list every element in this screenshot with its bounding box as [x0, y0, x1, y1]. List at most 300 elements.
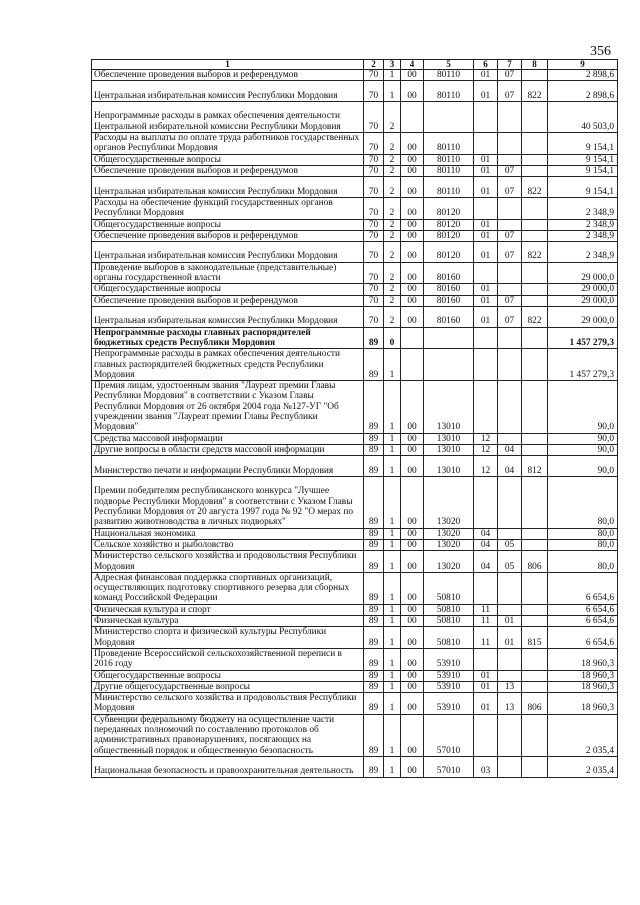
row-code: 2 — [384, 262, 401, 284]
row-code: 00 — [401, 433, 424, 444]
row-amount: 90,0 — [548, 381, 618, 433]
row-code: 00 — [401, 528, 424, 539]
row-name: Другие вопросы в области средств массовой информации — [92, 444, 364, 455]
row-code — [522, 648, 548, 670]
table-row — [92, 433, 618, 444]
row-name: Общегосударственные вопросы — [92, 219, 364, 230]
row-code: 07 — [498, 70, 522, 81]
row-name: Сельское хозяйство и рыболовство — [92, 539, 364, 550]
row-code: 00 — [401, 133, 424, 155]
table-row — [92, 133, 618, 155]
column-header: 8 — [522, 60, 548, 70]
row-code: 12 — [474, 456, 498, 477]
table-row — [92, 154, 618, 165]
row-code: 00 — [401, 444, 424, 455]
row-code: 00 — [401, 154, 424, 165]
row-code — [474, 101, 498, 132]
table-row — [92, 284, 618, 295]
row-code: 2 — [384, 295, 401, 306]
row-code — [498, 604, 522, 615]
row-code: 70 — [364, 81, 384, 102]
row-code: 1 — [384, 349, 401, 381]
row-name: Национальная безопасность и правоохранительная деятельность — [92, 756, 364, 777]
row-code — [522, 756, 548, 777]
row-amount: 18 960,3 — [548, 670, 618, 681]
row-name: Обеспечение проведения выборов и референдумов — [92, 70, 364, 81]
row-code — [522, 262, 548, 284]
row-code — [474, 349, 498, 381]
row-code: 00 — [401, 295, 424, 306]
row-code: 00 — [401, 756, 424, 777]
table-row — [92, 242, 618, 263]
row-code — [522, 604, 548, 615]
row-code: 07 — [498, 230, 522, 241]
row-code — [522, 154, 548, 165]
row-amount: 18 960,3 — [548, 681, 618, 692]
row-code — [522, 476, 548, 528]
row-code: 89 — [364, 693, 384, 715]
row-code: 13010 — [424, 456, 474, 477]
row-code: 01 — [474, 670, 498, 681]
row-code: 1 — [384, 433, 401, 444]
row-code — [522, 572, 548, 604]
row-code: 07 — [498, 306, 522, 327]
row-code — [498, 714, 522, 756]
row-code: 13020 — [424, 528, 474, 539]
row-code: 07 — [498, 242, 522, 263]
row-code: 01 — [474, 295, 498, 306]
table-row — [92, 756, 618, 777]
row-code: 50810 — [424, 616, 474, 627]
table-header — [92, 60, 618, 70]
row-code: 1 — [384, 616, 401, 627]
row-code: 2 — [384, 230, 401, 241]
row-amount: 2 898,6 — [548, 81, 618, 102]
row-code — [522, 616, 548, 627]
table-row — [92, 604, 618, 615]
row-code — [401, 327, 424, 349]
row-name: Общегосударственные вопросы — [92, 284, 364, 295]
row-code: 00 — [401, 381, 424, 433]
row-code: 00 — [401, 81, 424, 102]
row-code: 1 — [384, 551, 401, 573]
row-name: Премия лицам, удостоенным звания "Лауреат премии Главы Республики Мордовия" в соответствии с Указом Главы Республики Мордовия от 26 октября 2004 года №127-УГ "Об учреждении звания "Лауреат премии Главы Республики Мордовия" — [92, 381, 364, 433]
row-code: 13010 — [424, 381, 474, 433]
row-code — [498, 572, 522, 604]
row-code: 00 — [401, 693, 424, 715]
row-amount: 9 154,1 — [548, 165, 618, 176]
row-code: 80120 — [424, 242, 474, 263]
row-name: Адресная финансовая поддержка спортивных организаций, осуществляющих подготовку спортивного резерва для сборных команд Российской Федерации — [92, 572, 364, 604]
row-name: Центральная избирательная комиссия Республики Мордовия — [92, 306, 364, 327]
row-name: Физическая культура и спорт — [92, 604, 364, 615]
table-row — [92, 616, 618, 627]
row-amount: 9 154,1 — [548, 133, 618, 155]
row-amount: 2 035,4 — [548, 714, 618, 756]
row-code: 01 — [498, 627, 522, 649]
row-code — [474, 572, 498, 604]
row-code: 89 — [364, 349, 384, 381]
column-header: 5 — [424, 60, 474, 70]
row-code: 00 — [401, 197, 424, 219]
row-code — [474, 262, 498, 284]
row-code: 80120 — [424, 197, 474, 219]
row-code: 00 — [401, 262, 424, 284]
row-code — [498, 197, 522, 219]
row-amount: 1 457 279,3 — [548, 349, 618, 381]
row-code — [522, 70, 548, 81]
table-row — [92, 476, 618, 528]
row-code: 80110 — [424, 177, 474, 198]
row-code: 50810 — [424, 627, 474, 649]
row-code: 70 — [364, 70, 384, 81]
row-code: 01 — [474, 284, 498, 295]
row-code: 05 — [498, 539, 522, 550]
row-code: 70 — [364, 101, 384, 132]
row-code — [498, 284, 522, 295]
row-name: Национальная экономика — [92, 528, 364, 539]
row-code: 50810 — [424, 572, 474, 604]
row-code: 1 — [384, 693, 401, 715]
row-code: 12 — [474, 444, 498, 455]
row-code — [522, 197, 548, 219]
row-code: 00 — [401, 648, 424, 670]
row-code: 00 — [401, 670, 424, 681]
row-code — [474, 197, 498, 219]
row-code — [522, 349, 548, 381]
row-amount: 80,0 — [548, 476, 618, 528]
column-header: 7 — [498, 60, 522, 70]
row-amount: 2 348,9 — [548, 197, 618, 219]
row-code: 70 — [364, 177, 384, 198]
row-name: Проведение Всероссийской сельскохозяйственной переписи в 2016 году — [92, 648, 364, 670]
table-row — [92, 381, 618, 433]
row-code: 11 — [474, 627, 498, 649]
table-row — [92, 295, 618, 306]
table-row — [92, 456, 618, 477]
row-code — [424, 101, 474, 132]
row-code: 00 — [401, 284, 424, 295]
table-row — [92, 551, 618, 573]
row-code — [424, 349, 474, 381]
budget-table — [91, 59, 618, 778]
row-code: 1 — [384, 70, 401, 81]
row-code: 57010 — [424, 756, 474, 777]
row-code — [522, 381, 548, 433]
row-code: 80120 — [424, 230, 474, 241]
row-name: Обеспечение проведения выборов и референдумов — [92, 230, 364, 241]
row-code: 70 — [364, 219, 384, 230]
row-code — [498, 476, 522, 528]
table-body — [92, 70, 618, 778]
row-code: 01 — [474, 70, 498, 81]
row-code: 70 — [364, 165, 384, 176]
row-code — [522, 670, 548, 681]
row-code: 2 — [384, 242, 401, 263]
row-amount: 1 457 279,3 — [548, 327, 618, 349]
row-amount: 90,0 — [548, 456, 618, 477]
row-name: Министерство сельского хозяйства и продовольствия Республики Мордовия — [92, 551, 364, 573]
row-code: 01 — [474, 681, 498, 692]
row-code: 01 — [474, 154, 498, 165]
row-code: 89 — [364, 327, 384, 349]
row-amount: 2 035,4 — [548, 756, 618, 777]
row-code: 01 — [474, 81, 498, 102]
table-row — [92, 70, 618, 81]
row-code — [498, 648, 522, 670]
row-amount: 18 960,3 — [548, 648, 618, 670]
row-code: 01 — [474, 242, 498, 263]
table-row — [92, 693, 618, 715]
row-name: Центральная избирательная комиссия Республики Мордовия — [92, 81, 364, 102]
row-code: 00 — [401, 714, 424, 756]
row-code: 13 — [498, 693, 522, 715]
row-amount: 80,0 — [548, 539, 618, 550]
row-code: 815 — [522, 627, 548, 649]
row-name: Непрограммные расходы в рамках обеспечения деятельности Центральной избирательной комиссии Республики Мордовия — [92, 101, 364, 132]
row-code — [522, 681, 548, 692]
table-row — [92, 262, 618, 284]
row-code: 89 — [364, 648, 384, 670]
row-code — [498, 528, 522, 539]
row-amount: 9 154,1 — [548, 177, 618, 198]
row-code: 01 — [474, 693, 498, 715]
row-code: 89 — [364, 444, 384, 455]
row-code: 1 — [384, 539, 401, 550]
table-row — [92, 177, 618, 198]
row-code: 00 — [401, 242, 424, 263]
row-code: 00 — [401, 70, 424, 81]
row-code: 00 — [401, 230, 424, 241]
row-amount: 2 348,9 — [548, 230, 618, 241]
row-name: Обеспечение проведения выборов и референдумов — [92, 165, 364, 176]
table-row — [92, 165, 618, 176]
row-code — [401, 349, 424, 381]
row-code — [474, 133, 498, 155]
row-code: 822 — [522, 306, 548, 327]
row-code: 01 — [474, 165, 498, 176]
row-code: 07 — [498, 177, 522, 198]
row-code — [498, 670, 522, 681]
row-amount: 90,0 — [548, 433, 618, 444]
row-code — [498, 219, 522, 230]
row-code: 11 — [474, 616, 498, 627]
table-row — [92, 101, 618, 132]
table-row — [92, 219, 618, 230]
row-code: 1 — [384, 456, 401, 477]
row-code: 01 — [498, 616, 522, 627]
table-row — [92, 670, 618, 681]
row-code: 13020 — [424, 476, 474, 528]
row-code: 1 — [384, 528, 401, 539]
row-code: 07 — [498, 81, 522, 102]
row-code: 50810 — [424, 604, 474, 615]
row-name: Министерство спорта и физической культуры Республики Мордовия — [92, 627, 364, 649]
table-row — [92, 197, 618, 219]
row-code: 80110 — [424, 165, 474, 176]
row-code — [522, 539, 548, 550]
row-amount: 18 960,3 — [548, 693, 618, 715]
row-code: 01 — [474, 230, 498, 241]
row-code: 01 — [474, 219, 498, 230]
row-code: 04 — [498, 444, 522, 455]
row-code: 1 — [384, 604, 401, 615]
row-code: 80160 — [424, 295, 474, 306]
row-code — [522, 284, 548, 295]
row-name: Расходы на выплаты по оплате труда работников государственных органов Республики Мордовия — [92, 133, 364, 155]
row-name: Другие общегосударственные вопросы — [92, 681, 364, 692]
row-code: 89 — [364, 756, 384, 777]
column-header: 6 — [474, 60, 498, 70]
row-amount: 6 654,6 — [548, 627, 618, 649]
row-code: 13020 — [424, 551, 474, 573]
row-code: 1 — [384, 648, 401, 670]
row-code — [474, 648, 498, 670]
column-header: 9 — [548, 60, 618, 70]
table-row — [92, 230, 618, 241]
row-code: 13010 — [424, 433, 474, 444]
row-code: 89 — [364, 539, 384, 550]
table-row — [92, 81, 618, 102]
row-code: 812 — [522, 456, 548, 477]
table-row — [92, 627, 618, 649]
row-code: 13 — [498, 681, 522, 692]
row-name: Непрограммные расходы главных распорядителей бюджетных средств Республики Мордовия — [92, 327, 364, 349]
row-code: 80110 — [424, 70, 474, 81]
row-code: 00 — [401, 616, 424, 627]
row-amount: 80,0 — [548, 528, 618, 539]
row-code: 04 — [474, 528, 498, 539]
row-code: 2 — [384, 197, 401, 219]
row-code: 89 — [364, 681, 384, 692]
row-name: Расходы на обеспечение функций государственных органов Республики Мордовия — [92, 197, 364, 219]
row-code: 70 — [364, 262, 384, 284]
row-name: Центральная избирательная комиссия Республики Мордовия — [92, 177, 364, 198]
row-code: 2 — [384, 219, 401, 230]
row-code: 89 — [364, 551, 384, 573]
row-code: 00 — [401, 627, 424, 649]
column-header: 2 — [364, 60, 384, 70]
table-row — [92, 306, 618, 327]
row-name: Премии победителям республиканского конкурса "Лучшее подворье Республики Мордовия" в соответствии с Указом Главы Республики Мордовия от 20 августа 1997 года № 92 "О мерах по развитию животноводства в личных подворьях" — [92, 476, 364, 528]
row-name: Министерство печати и информации Республики Мордовия — [92, 456, 364, 477]
row-code: 1 — [384, 714, 401, 756]
row-code: 80110 — [424, 81, 474, 102]
row-code: 806 — [522, 693, 548, 715]
row-amount: 29 000,0 — [548, 295, 618, 306]
row-code — [474, 476, 498, 528]
row-code: 80160 — [424, 306, 474, 327]
row-code: 1 — [384, 670, 401, 681]
row-code: 1 — [384, 476, 401, 528]
row-code — [498, 154, 522, 165]
row-amount: 29 000,0 — [548, 306, 618, 327]
row-code: 70 — [364, 242, 384, 263]
row-code: 00 — [401, 177, 424, 198]
row-code: 80160 — [424, 262, 474, 284]
row-amount: 2 348,9 — [548, 219, 618, 230]
row-amount: 2 898,6 — [548, 70, 618, 81]
row-code — [498, 262, 522, 284]
row-code — [498, 756, 522, 777]
row-amount: 90,0 — [548, 444, 618, 455]
row-code: 822 — [522, 177, 548, 198]
row-code: 00 — [401, 572, 424, 604]
row-code: 12 — [474, 433, 498, 444]
row-code: 89 — [364, 456, 384, 477]
row-code: 89 — [364, 616, 384, 627]
row-code — [522, 528, 548, 539]
row-code — [522, 133, 548, 155]
row-code: 07 — [498, 295, 522, 306]
row-code: 2 — [384, 284, 401, 295]
row-code: 80110 — [424, 154, 474, 165]
row-code — [522, 165, 548, 176]
row-code: 822 — [522, 242, 548, 263]
row-code — [424, 327, 474, 349]
row-code: 89 — [364, 714, 384, 756]
row-code: 11 — [474, 604, 498, 615]
table-row — [92, 327, 618, 349]
row-amount: 6 654,6 — [548, 616, 618, 627]
row-code: 04 — [474, 551, 498, 573]
row-code — [498, 101, 522, 132]
page-number: 356 — [590, 44, 611, 59]
row-code: 89 — [364, 604, 384, 615]
row-code: 00 — [401, 476, 424, 528]
row-code: 00 — [401, 551, 424, 573]
row-code: 13010 — [424, 444, 474, 455]
table-row — [92, 539, 618, 550]
row-code — [498, 381, 522, 433]
row-code — [498, 327, 522, 349]
row-code: 70 — [364, 197, 384, 219]
row-code: 2 — [384, 306, 401, 327]
row-code — [498, 433, 522, 444]
row-code: 1 — [384, 756, 401, 777]
row-code: 04 — [474, 539, 498, 550]
row-code — [401, 101, 424, 132]
row-amount: 40 503,0 — [548, 101, 618, 132]
row-amount: 9 154,1 — [548, 154, 618, 165]
row-code: 53910 — [424, 693, 474, 715]
row-code: 2 — [384, 177, 401, 198]
row-code: 53910 — [424, 648, 474, 670]
row-code: 89 — [364, 627, 384, 649]
row-name: Общегосударственные вопросы — [92, 670, 364, 681]
table-row — [92, 444, 618, 455]
row-name: Общегосударственные вопросы — [92, 154, 364, 165]
row-code: 1 — [384, 681, 401, 692]
row-code — [498, 133, 522, 155]
row-code: 00 — [401, 219, 424, 230]
row-code: 80110 — [424, 133, 474, 155]
row-amount: 29 000,0 — [548, 284, 618, 295]
row-code: 80160 — [424, 284, 474, 295]
row-code — [522, 444, 548, 455]
row-code — [474, 381, 498, 433]
row-name: Непрограммные расходы в рамках обеспечения деятельности главных распорядителей бюджетных средств Республики Мордовия — [92, 349, 364, 381]
row-code: 1 — [384, 381, 401, 433]
row-code: 04 — [498, 456, 522, 477]
row-code: 01 — [474, 177, 498, 198]
row-code: 2 — [384, 165, 401, 176]
row-code — [522, 101, 548, 132]
row-code: 00 — [401, 306, 424, 327]
row-code: 70 — [364, 306, 384, 327]
row-amount: 6 654,6 — [548, 604, 618, 615]
row-code — [522, 433, 548, 444]
